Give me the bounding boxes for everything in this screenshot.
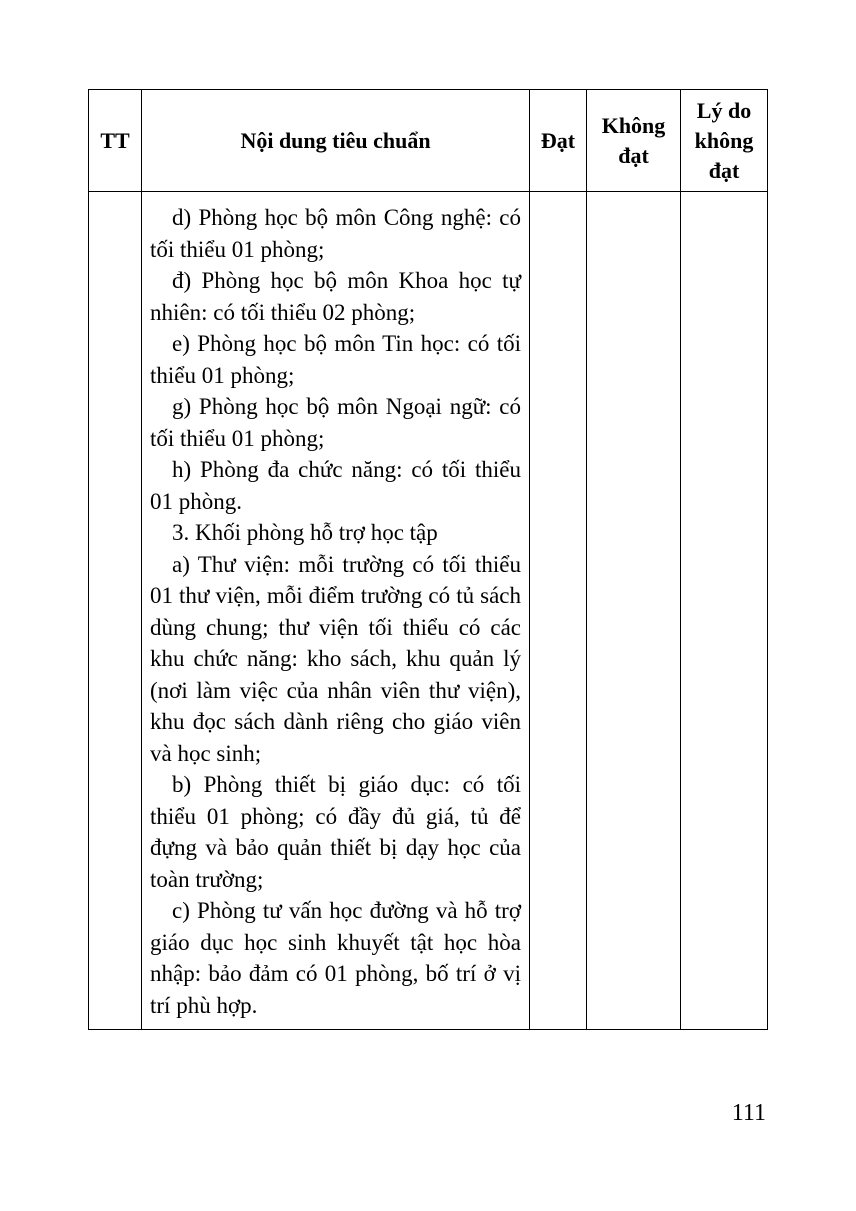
cell-content — [142, 192, 530, 1030]
cell-tt — [89, 192, 142, 1030]
header-dat: Đạt — [530, 90, 587, 192]
content-paragraph: h) Phòng đa chức năng: có tối thiểu 01 phòng. — [150, 457, 521, 514]
table-row — [89, 192, 768, 1030]
header-khong-dat: Không đạt — [587, 90, 681, 192]
page-number: 111 — [731, 1100, 766, 1126]
cell-dat — [530, 192, 587, 1030]
section-heading: 3. Khối phòng hỗ trợ học tập — [172, 520, 438, 545]
header-row — [89, 90, 768, 192]
content-paragraph: d) Phòng học bộ môn Công nghệ: có tối thiểu 01 phòng; — [150, 205, 521, 262]
header-tt: TT — [89, 90, 142, 192]
content-paragraph: g) Phòng học bộ môn Ngoại ngữ: có tối thiểu 01 phòng; — [150, 394, 521, 451]
content-paragraph: b) Phòng thiết bị giáo dục: có tối thiểu 01 phòng; có đầy đủ giá, tủ để đựng và bảo quản thiết bị dạy học của toàn trường; — [150, 772, 521, 892]
cell-ly-do — [681, 192, 768, 1030]
header-ly-do: Lý do không đạt — [681, 90, 768, 192]
content-paragraph: e) Phòng học bộ môn Tin học: có tối thiểu 01 phòng; — [150, 331, 521, 388]
header-content: Nội dung tiêu chuẩn — [142, 90, 530, 192]
content-paragraph: đ) Phòng học bộ môn Khoa học tự nhiên: có tối thiểu 02 phòng; — [150, 268, 521, 325]
cell-khong-dat — [587, 192, 681, 1030]
content-paragraph: c) Phòng tư vấn học đường và hỗ trợ giáo dục học sinh khuyết tật học hòa nhập: bảo đảm có 01 phòng, bố trí ở vị trí phù hợp. — [150, 898, 521, 1018]
criteria-table — [88, 89, 768, 1030]
content-paragraph: a) Thư viện: mỗi trường có tối thiểu 01 thư viện, mỗi điểm trường có tủ sách dùng chung; thư viện tối thiểu có các khu chức năng: kho sách, khu quản lý (nơi làm việc của nhân viên thư viện), khu đọc sách dành riêng cho giáo viên và học sinh; — [150, 551, 521, 766]
